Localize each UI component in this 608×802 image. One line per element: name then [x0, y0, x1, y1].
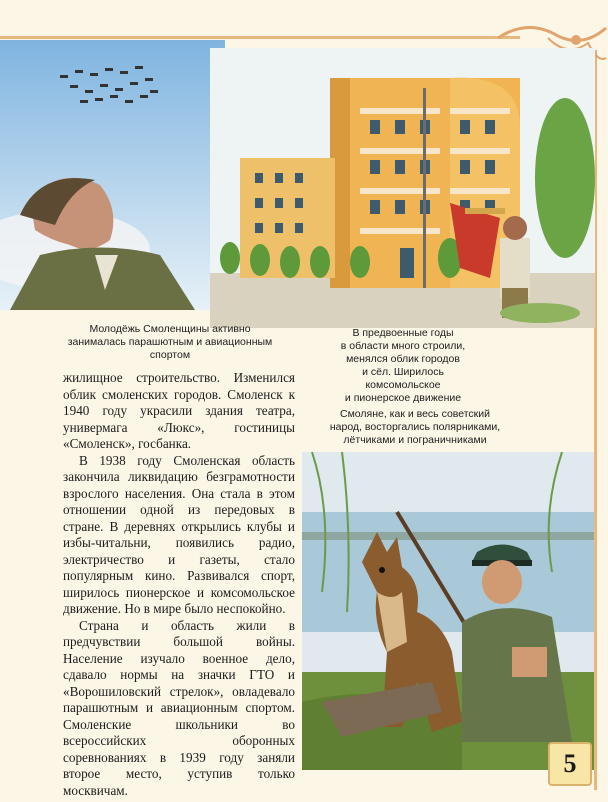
illustration-pilot: [0, 40, 225, 310]
top-border: [0, 36, 520, 39]
illustration-city: [210, 48, 595, 328]
caption-border-guards: [305, 408, 525, 447]
caption-line: спортом: [149, 349, 191, 361]
caption-line: в области много строили,: [340, 340, 466, 352]
caption-line: комсомольское: [365, 379, 441, 391]
caption-line: и сёл. Ширилось: [362, 366, 444, 378]
caption-line: В предвоенные годы: [352, 327, 454, 339]
caption-line: менялся облик городов: [346, 353, 460, 365]
paragraph: жилищное строительство. Изменился облик смоленских городов. Смоленск к 1940 году украсили здания театра, универмага «Люкс», гостиницы «Смоленск», госбанка.: [63, 370, 295, 451]
caption-youth-sport: [55, 323, 285, 362]
caption-construction: [318, 327, 488, 405]
caption-line: Смоляне, как и весь советский: [339, 408, 490, 420]
caption-line: народ, восторгались полярниками,: [329, 421, 501, 433]
caption-line: Молодёжь Смоленщины активно: [89, 323, 251, 335]
caption-line: и пионерское движение: [344, 392, 462, 404]
caption-line: лётчиками и пограничниками: [343, 434, 487, 446]
body-text: [63, 370, 295, 799]
illustration-border-guard: [302, 452, 594, 770]
caption-line: занималась парашютным и авиационным: [67, 336, 273, 348]
paragraph: Страна и область жили в предчувствии большой войны. Население изучало военное дело, сдавало нормы на значки ГТО и «Ворошиловский стрелок», овладевало парашютным и авиационным спортом. Смоленские школьники во всероссийских оборонных соревнованиях в 1939 году заняли второе место, уступив только москвичам.: [63, 617, 295, 798]
paragraph: В 1938 году Смоленская область закончила ликвидацию безграмотности взрослого населения. Она стала в этом отношении одной из передовых в стране. В деревнях открылись клубы и избы-читальни, появились радио, электричество и газеты, стало популярным кино. Развивался спорт, ширилось пионерское и комсомольское движение. Но в мире было неспокойно.: [63, 452, 295, 616]
page-number: 5: [548, 742, 592, 786]
